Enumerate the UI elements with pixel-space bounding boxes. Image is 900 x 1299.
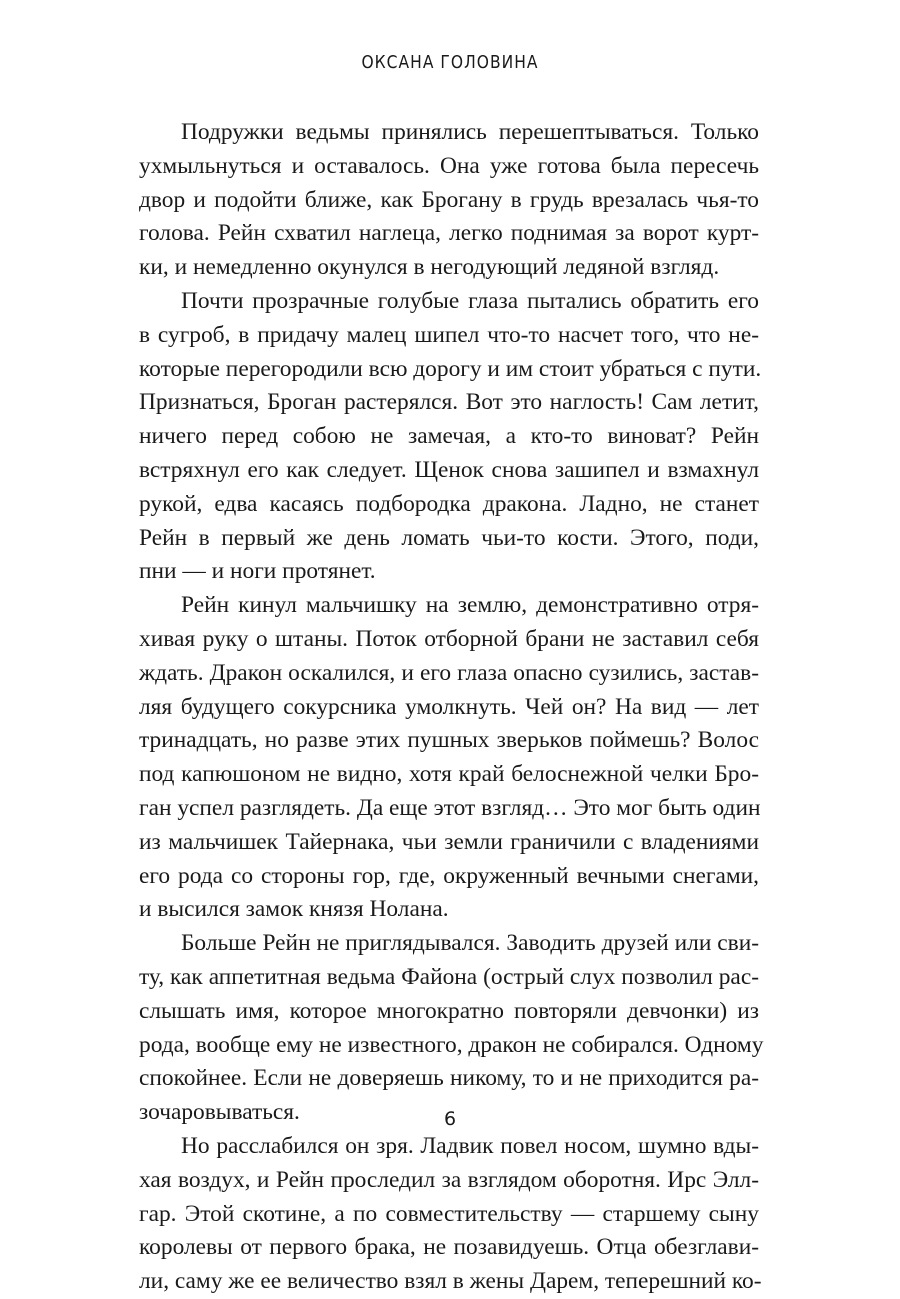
text-line: Рейн кинул мальчишку на землю, демонстративно отря- — [181, 592, 759, 619]
text-line: и высился замок князя Нолана. — [139, 896, 449, 923]
text-line: из мальчишек Тайернака, чьи земли граничили с владениями — [139, 828, 759, 855]
running-header-author: ОКСАНА ГОЛОВИНА — [361, 52, 539, 73]
text-line: ничего перед собою не замечая, а кто-то виноват? Рейн — [139, 423, 759, 450]
text-line: ки, и немедленно окунулся в негодующий ледяной взгляд. — [139, 254, 720, 281]
text-line: Больше Рейн не приглядывался. Заводить друзей или сви- — [181, 930, 759, 957]
text-line: голова. Рейн схватил наглеца, легко поднимая за ворот курт- — [139, 220, 759, 247]
text-line: ган успел разглядеть. Да еще этот взгляд… Это мог быть один — [139, 794, 761, 821]
text-line: рукой, едва касаясь подбородка дракона. Ладно, не станет — [139, 490, 759, 517]
text-line: ждать. Дракон оскалился, и его глаза опасно сузились, застав- — [139, 659, 759, 686]
text-line: встряхнул его как следует. Щенок снова зашипел и взмахнул — [139, 456, 759, 483]
text-line: которые перегородили всю дорогу и им стоит убраться с пути. — [139, 355, 762, 382]
text-line: тринадцать, но разве этих пушных зверьков поймешь? Волос — [139, 727, 759, 754]
text-line: Подружки ведьмы принялись перешептываться. Только — [181, 119, 759, 145]
text-line: зочаровываться. — [139, 1099, 300, 1126]
text-line: королевы от первого брака, не позавидуешь. Отца обезглави- — [139, 1234, 759, 1261]
paragraph — [139, 116, 759, 285]
text-line: хая воздух, и Рейн проследил за взглядом оборотня. Ирс Элл- — [139, 1166, 759, 1193]
text-line: Но расслабился он зря. Ладвик повел носом, шумно вды- — [181, 1132, 759, 1159]
text-line: под капюшоном не видно, хотя край белоснежной челки Бро- — [139, 761, 759, 788]
text-line: гар. Этой скотине, а по совместительству — старшему сыну — [139, 1200, 759, 1227]
text-line: ли, саму же ее величество взял в жены Дарем, теперешний ко- — [139, 1268, 762, 1295]
text-line: ухмыльнуться и оставалось. Она уже готова была пересечь — [139, 152, 759, 179]
paragraph — [139, 1130, 762, 1299]
page-number: 6 — [443, 1108, 457, 1130]
text-line: спокойнее. Если не доверяешь никому, то и не приходится ра- — [139, 1065, 759, 1092]
text-line: Почти прозрачные голубые глаза пытались обратить его — [181, 287, 759, 314]
text-line: в сугроб, в придачу малец шипел что-то насчет того, что не- — [139, 321, 759, 348]
text-line: Рейн в первый же день ломать чьи-то кости. Этого, поди, — [139, 524, 759, 551]
paragraph — [139, 589, 759, 927]
paragraph — [139, 285, 762, 589]
text-line: пни — и ноги протянет. — [139, 558, 376, 585]
text-line: слышать имя, которое многократно повторяли девчонки) из — [139, 997, 759, 1024]
text-line: ту, как аппетитная ведьма Файона (острый слух позволил рас- — [139, 963, 759, 990]
paragraph — [139, 927, 764, 1130]
text-line: рода, вообще ему не известного, дракон не собирался. Одному — [139, 1031, 764, 1058]
text-line: ляя будущего сокурсника умолкнуть. Чей он? На вид — лет — [139, 693, 759, 720]
text-line: хивая руку о штаны. Поток отборной брани не заставил себя — [139, 625, 759, 652]
text-line: его рода со стороны гор, где, окруженный вечными снегами, — [139, 862, 759, 889]
text-line: двор и подойти ближе, как Брогану в грудь врезалась чья-то — [139, 186, 759, 213]
text-line: Признаться, Броган растерялся. Вот это наглость! Сам летит, — [139, 389, 759, 416]
